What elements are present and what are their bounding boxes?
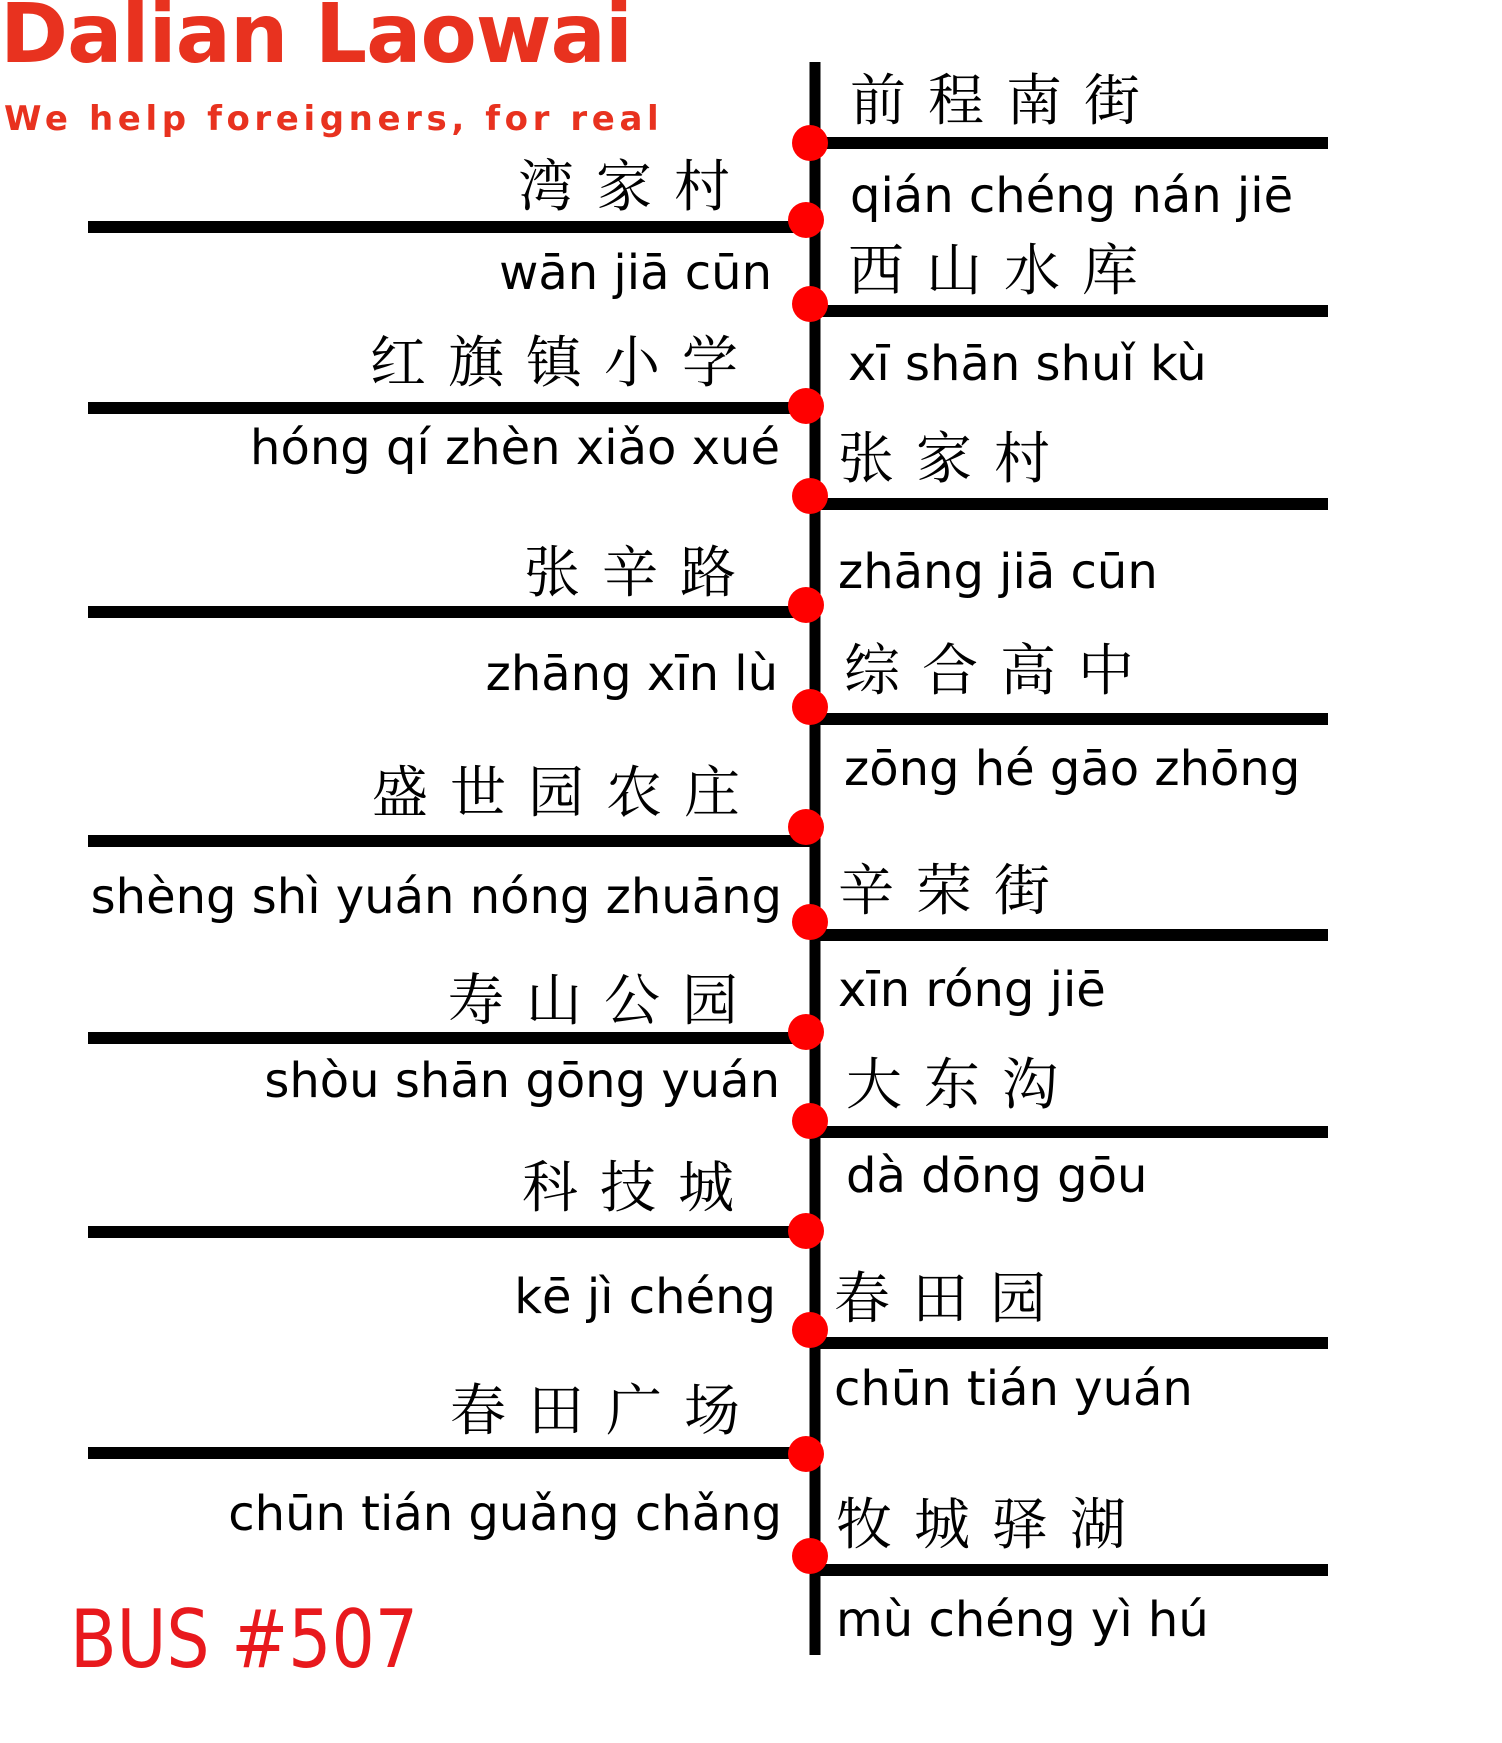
left-branch-line: [88, 1447, 815, 1459]
stop-name-pinyin: mù chéng yì hú: [836, 1592, 1209, 1648]
right-branch-line: [815, 1337, 1328, 1349]
stop-name-pinyin: xī shān shuǐ kù: [848, 336, 1207, 392]
stop-name-pinyin: shòu shān gōng yuán: [264, 1053, 780, 1109]
stop-dot: [792, 286, 828, 322]
stop-dot: [788, 1213, 824, 1249]
stop-name-pinyin: chūn tián yuán: [834, 1361, 1193, 1417]
stop-name-hanzi: 张辛路: [524, 541, 758, 606]
stop-dot: [788, 202, 824, 238]
right-branch-line: [815, 1564, 1328, 1576]
left-branch-line: [88, 1226, 815, 1238]
right-branch-line: [815, 305, 1328, 317]
stop-dot: [792, 1103, 828, 1139]
stop-name-hanzi: 春田广场: [450, 1379, 762, 1444]
stop-name-pinyin: hóng qí zhèn xiǎo xué: [250, 420, 780, 476]
brand-tagline: We help foreigners, for real: [4, 99, 664, 139]
stop-dot: [792, 125, 828, 161]
stop-name-hanzi: 综合高中: [844, 639, 1156, 704]
stop-dot: [792, 478, 828, 514]
stop-name-hanzi: 前程南街: [850, 69, 1162, 134]
right-branch-line: [815, 929, 1328, 941]
stop-name-pinyin: qián chéng nán jiē: [850, 168, 1294, 224]
left-branch-line: [88, 606, 815, 618]
stop-name-hanzi: 西山水库: [848, 239, 1160, 304]
left-branch-line: [88, 402, 815, 414]
stop-dot: [788, 809, 824, 845]
stop-name-hanzi: 湾家村: [518, 155, 752, 220]
stop-dot: [788, 587, 824, 623]
stop-name-hanzi: 春田园: [834, 1267, 1068, 1332]
stop-name-pinyin: chūn tián guǎng chǎng: [228, 1486, 782, 1542]
stop-name-hanzi: 牧城驿湖: [836, 1493, 1148, 1558]
stop-name-hanzi: 大东沟: [846, 1053, 1080, 1118]
stop-name-hanzi: 寿山公园: [448, 969, 760, 1034]
right-branch-line: [815, 1126, 1328, 1138]
stop-name-pinyin: zhāng jiā cūn: [838, 544, 1158, 600]
right-branch-line: [815, 498, 1328, 510]
stop-name-pinyin: shèng shì yuán nóng zhuāng: [90, 869, 782, 925]
stop-name-pinyin: kē jì chéng: [514, 1269, 776, 1325]
stop-dot: [788, 1014, 824, 1050]
right-branch-line: [815, 713, 1328, 725]
stop-name-hanzi: 科技城: [522, 1156, 756, 1221]
stop-dot: [788, 1436, 824, 1472]
brand-logo-title: Dalian Laowai: [0, 0, 632, 82]
stop-name-hanzi: 盛世园农庄: [372, 761, 762, 826]
stop-name-pinyin: zōng hé gāo zhōng: [844, 741, 1301, 797]
stop-name-pinyin: dà dōng gōu: [846, 1148, 1148, 1204]
stop-dot: [788, 388, 824, 424]
stop-name-hanzi: 张家村: [838, 427, 1072, 492]
bus-route-number: BUS #507: [70, 1593, 418, 1686]
stop-name-hanzi: 红旗镇小学: [370, 331, 760, 396]
stop-name-pinyin: wān jiā cūn: [499, 245, 772, 301]
stop-dot: [792, 904, 828, 940]
right-branch-line: [815, 137, 1328, 149]
stop-dot: [792, 1538, 828, 1574]
stop-name-pinyin: xīn róng jiē: [838, 962, 1106, 1018]
left-branch-line: [88, 835, 815, 847]
left-branch-line: [88, 221, 815, 233]
stop-name-pinyin: zhāng xīn lù: [485, 646, 778, 702]
stop-dot: [792, 689, 828, 725]
stop-dot: [792, 1312, 828, 1348]
stop-name-hanzi: 辛荣街: [838, 859, 1072, 924]
